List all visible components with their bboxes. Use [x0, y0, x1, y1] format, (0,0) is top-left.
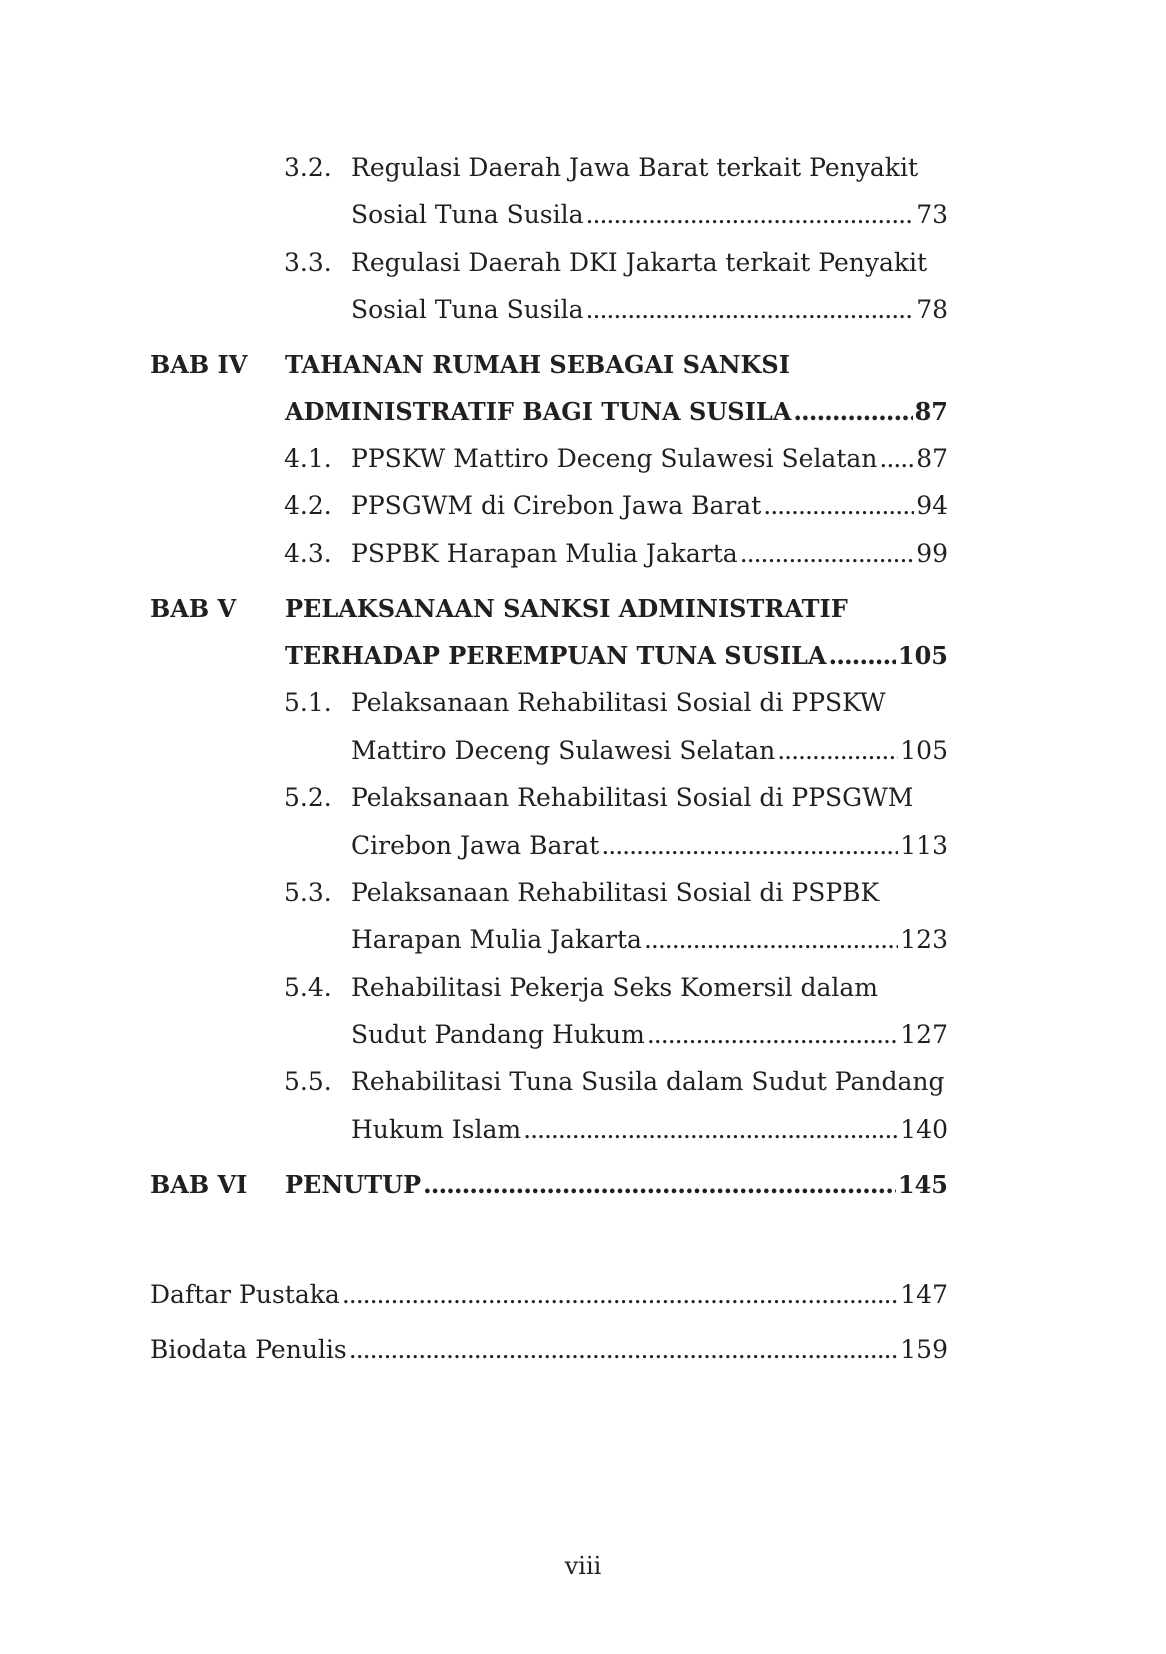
- entry-title-line2: Harapan Mulia Jakarta: [351, 925, 642, 954]
- chapter-title-line1: PELAKSANAAN SANKSI ADMINISTRATIF: [285, 594, 848, 623]
- toc-leader-line: [351, 529, 948, 579]
- chapter-title-line1: TAHANAN RUMAH SEBAGAI SANKSI: [285, 350, 790, 379]
- chapter-label: BAB V: [150, 594, 237, 623]
- entry-title: PPSKW Mattiro Deceng Sulawesi Selatan: [351, 444, 878, 473]
- page-number: 147: [900, 1280, 948, 1309]
- entry-number: 4.2.: [284, 491, 332, 520]
- toc-leader-line: [351, 190, 948, 240]
- dot-leader: [349, 1325, 899, 1375]
- entry-number: 5.4.: [284, 973, 332, 1002]
- entry-title: PSPBK Harapan Mulia Jakarta: [351, 539, 738, 568]
- page-number: 127: [900, 1020, 948, 1049]
- toc-leader-line: [150, 1270, 948, 1320]
- entry-number: 5.2.: [284, 783, 332, 812]
- toc-leader-line: [285, 387, 948, 437]
- page-number: 123: [900, 925, 948, 954]
- page-number: 87: [914, 397, 948, 426]
- page-number: 73: [916, 200, 948, 229]
- entry-title-line1: Rehabilitasi Tuna Susila dalam Sudut Pandang: [351, 1067, 945, 1096]
- toc-leader-line: [285, 631, 948, 681]
- entry-title-line1: Regulasi Daerah Jawa Barat terkait Penyakit: [351, 153, 918, 182]
- toc-entry-biodata-penulis: [0, 1325, 1166, 1375]
- toc-entry-4-1: [0, 434, 1166, 484]
- page-number: 140: [900, 1115, 948, 1144]
- page-number: 94: [916, 491, 948, 520]
- page-number: 78: [916, 295, 948, 324]
- chapter-label: BAB VI: [150, 1170, 248, 1199]
- entry-title-line1: Pelaksanaan Rehabilitasi Sosial di PSPBK: [351, 878, 880, 907]
- entry-title-line1: Pelaksanaan Rehabilitasi Sosial di PPSKW: [351, 688, 886, 717]
- dot-leader: [879, 434, 914, 484]
- toc-entry-5-2-cont: [0, 821, 1166, 871]
- entry-title-line2: Hukum Islam: [351, 1115, 522, 1144]
- entry-title-line2: Mattiro Deceng Sulawesi Selatan: [351, 736, 776, 765]
- dot-leader: [829, 631, 896, 681]
- dot-leader: [644, 915, 898, 965]
- dot-leader: [423, 1160, 896, 1210]
- toc-leader-line: [351, 1010, 948, 1060]
- page-number: 105: [900, 736, 948, 765]
- entry-number: 5.5.: [284, 1067, 332, 1096]
- dot-leader: [523, 1105, 898, 1155]
- chapter-title-line2: TERHADAP PEREMPUAN TUNA SUSILA: [285, 641, 827, 670]
- toc-entry-5-4: [0, 963, 1166, 1013]
- entry-title-line1: Rehabilitasi Pekerja Seks Komersil dalam: [351, 973, 878, 1002]
- entry-number: 4.1.: [284, 444, 332, 473]
- entry-title-line1: Pelaksanaan Rehabilitasi Sosial di PPSGWM: [351, 783, 914, 812]
- entry-title-line2: Sosial Tuna Susila: [351, 295, 584, 324]
- entry-number: 4.3.: [284, 539, 332, 568]
- page-number: 87: [916, 444, 948, 473]
- page-number: 113: [900, 831, 948, 860]
- chapter-heading-bab4: [0, 340, 1166, 390]
- entry-number: 5.1.: [284, 688, 332, 717]
- dot-leader: [793, 387, 912, 437]
- entry-title-line2: Cirebon Jawa Barat: [351, 831, 600, 860]
- toc-leader-line: [351, 285, 948, 335]
- chapter-title: PENUTUP: [285, 1170, 422, 1199]
- entry-title: Daftar Pustaka: [150, 1280, 340, 1309]
- page-footer-number: viii: [564, 1552, 602, 1580]
- dot-leader: [777, 726, 898, 776]
- dot-leader: [763, 481, 914, 531]
- entry-title-line2: Sudut Pandang Hukum: [351, 1020, 645, 1049]
- toc-entry-3-2: [0, 143, 1166, 193]
- toc-entry-4-2: [0, 481, 1166, 531]
- chapter-heading-bab6: [0, 1160, 1166, 1210]
- toc-leader-line: [351, 481, 948, 531]
- dot-leader: [586, 285, 915, 335]
- toc-leader-line: [351, 915, 948, 965]
- chapter-heading-bab4-cont: [0, 387, 1166, 437]
- toc-entry-4-3: [0, 529, 1166, 579]
- page-number: 99: [916, 539, 948, 568]
- toc-entry-daftar-pustaka: [0, 1270, 1166, 1320]
- dot-leader: [342, 1270, 898, 1320]
- dot-leader: [647, 1010, 898, 1060]
- entry-number: 3.2.: [284, 153, 332, 182]
- dot-leader: [740, 529, 914, 579]
- chapter-heading-bab5-cont: [0, 631, 1166, 681]
- entry-title: Biodata Penulis: [150, 1335, 347, 1364]
- toc-entry-5-3: [0, 868, 1166, 918]
- toc-leader-line: [285, 1160, 948, 1210]
- toc-entry-5-2: [0, 773, 1166, 823]
- toc-leader-line: [351, 821, 948, 871]
- chapter-heading-bab5: [0, 584, 1166, 634]
- dot-leader: [586, 190, 915, 240]
- toc-entry-5-3-cont: [0, 915, 1166, 965]
- page-number: 159: [900, 1335, 948, 1364]
- entry-title: PPSGWM di Cirebon Jawa Barat: [351, 491, 762, 520]
- page-number: 105: [897, 641, 948, 670]
- toc-entry-3-3: [0, 238, 1166, 288]
- page-number: 145: [897, 1170, 948, 1199]
- entry-title-line1: Regulasi Daerah DKI Jakarta terkait Penyakit: [351, 248, 928, 277]
- toc-entry-5-4-cont: [0, 1010, 1166, 1060]
- entry-title-line2: Sosial Tuna Susila: [351, 200, 584, 229]
- entry-number: 5.3.: [284, 878, 332, 907]
- toc-entry-5-1-cont: [0, 726, 1166, 776]
- chapter-label: BAB IV: [150, 350, 248, 379]
- dot-leader: [601, 821, 898, 871]
- toc-entry-5-5: [0, 1057, 1166, 1107]
- toc-entry-3-2-cont: [0, 190, 1166, 240]
- entry-number: 3.3.: [284, 248, 332, 277]
- toc-entry-5-1: [0, 678, 1166, 728]
- toc-entry-5-5-cont: [0, 1105, 1166, 1155]
- toc-leader-line: [150, 1325, 948, 1375]
- toc-leader-line: [351, 1105, 948, 1155]
- toc-leader-line: [351, 726, 948, 776]
- toc-entry-3-3-cont: [0, 285, 1166, 335]
- toc-leader-line: [351, 434, 948, 484]
- chapter-title-line2: ADMINISTRATIF BAGI TUNA SUSILA: [285, 397, 792, 426]
